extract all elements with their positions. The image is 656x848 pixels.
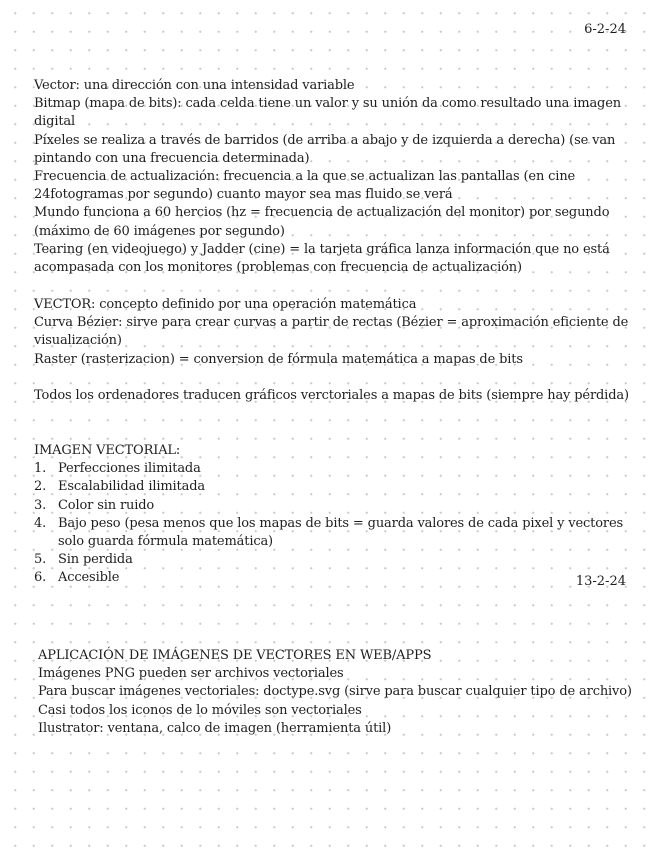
note-line: Raster (rasterizacion) = conversion de fórmula matemática a mapas de bits [34, 351, 523, 367]
vector-definition-block [34, 296, 630, 369]
list-number: 2. [34, 479, 47, 495]
note-line: Casi todos los iconos de lo móviles son vectoriales [38, 702, 362, 718]
note-line: Píxeles se realiza a través de barridos (de arriba a abajo y de izquierda a derecha) (se van pintando con una frecuencia determinada) [34, 132, 616, 166]
note-line: Frecuencia de actualización: frecuencia a la que se actualizan las pantallas (en cine 24fotogramas por segundo) cuanto mayor sea mas fluido se verá [34, 169, 576, 203]
section-heading: APLICACIÓN DE IMÁGENES DE VECTORES EN WEB/APPS [38, 648, 432, 663]
date-label: 13-2-24 [575, 574, 626, 589]
note-line: Curva Bézier: sirve para crear curvas a partir de rectas (Bézier = aproximación eficiente de visualización) [34, 315, 629, 349]
note-line: Para buscar imágenes vectoriales: doctype.svg (sirve para buscar cualquier tipo de archivo) [38, 684, 632, 700]
list-item-text: Color sin ruido [58, 497, 155, 513]
list-number: 6. [34, 570, 47, 586]
list-item-text: Accesible [58, 570, 120, 586]
list-item-text: Bajo peso (pesa menos que los mapas de bits = guarda valores de cada pixel y vectores solo guarda fórmula matemática) [58, 515, 624, 550]
note-line: VECTOR: concepto definido por una operación matemática [34, 297, 417, 312]
vector-image-section [34, 442, 630, 588]
list-number: 3. [34, 497, 47, 513]
web-apps-section [38, 647, 634, 738]
note-line: Mundo funciona a 60 hercios (hz = frecuencia de actualización del monitor) por segundo (máximo de 60 imágenes por segundo) [34, 205, 610, 239]
list-item [34, 497, 630, 515]
note-line: Ilustrator: ventana, calco de imagen (herramienta útil) [38, 720, 392, 736]
list-number: 1. [34, 461, 47, 477]
list-item [34, 569, 630, 587]
list-item [34, 478, 630, 496]
list-item-text: Escalabilidad ilimitada [58, 479, 205, 495]
conversion-note-block [34, 387, 630, 405]
note-line: Vector: una dirección con una intensidad variable [34, 78, 355, 93]
list-item [34, 515, 630, 551]
list-item [34, 551, 630, 569]
note-line: Imágenes PNG pueden ser archivos vectoriales [38, 666, 344, 682]
note-line: Bitmap (mapa de bits): cada celda tiene un valor y su unión da como resultado una imagen digital [34, 96, 621, 130]
list-number: 5. [34, 552, 47, 568]
list-number: 4. [34, 515, 47, 531]
section-heading: IMAGEN VECTORIAL: [34, 443, 181, 458]
list-item-text: Sin perdida [58, 552, 133, 568]
list-item-text: Perfecciones ilimitada [58, 461, 201, 477]
intro-notes-block [34, 77, 630, 277]
date-label: 6-2-24 [584, 22, 626, 37]
note-line: Tearing (en videojuego) y Jadder (cine) = la tarjeta gráfica lanza información que no está acompasada con los monitores (problemas con frecuencia de actualización) [34, 241, 610, 276]
vector-features-list [34, 460, 630, 587]
list-item [34, 460, 630, 478]
note-line: Todos los ordenadores traducen gráficos verctoriales a mapas de bits (siempre hay pérdida) [34, 388, 629, 403]
